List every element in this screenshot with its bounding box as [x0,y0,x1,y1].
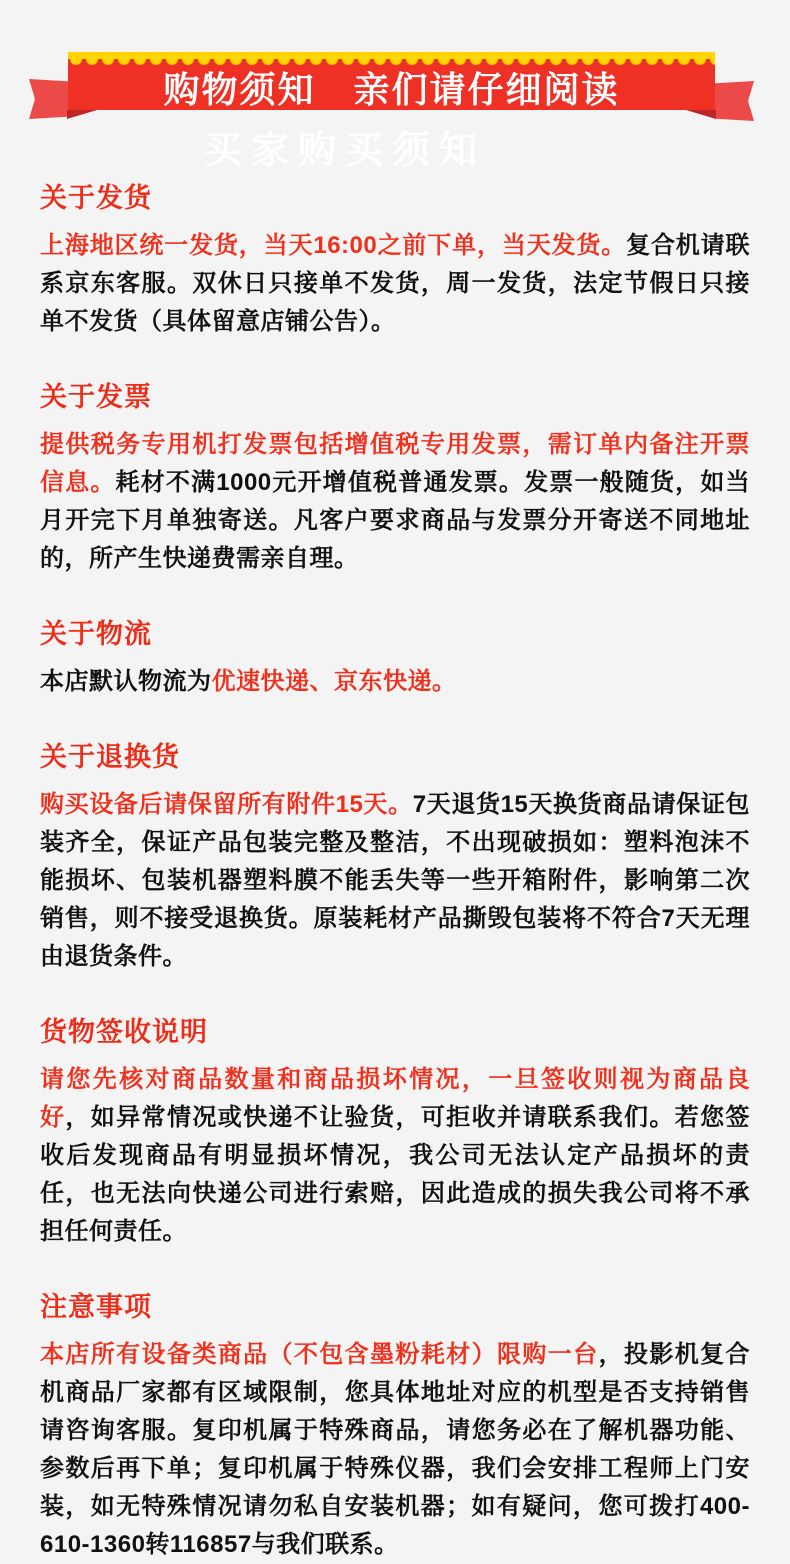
banner-watermark: 买家购买须知 [204,130,487,172]
text-segment: 购买设备后请保留所有附件15天。 [40,791,413,818]
text-segment: 请您先核对商品数量和商品损坏情况，一旦签收则视为商品良好 [40,1066,750,1131]
text-segment: 优速快递、京东快递。 [211,668,457,695]
section-paragraph [40,786,750,976]
section-heading: 关于退换货 [40,742,180,772]
text-segment: 复合机请联系京东客服。双休日只接单不发货，周一发货，法定节假日只接单不发货（具体留意店铺公告）。 [40,232,750,335]
ribbon-tail-left-icon [29,79,69,119]
banner-title: 购物须知 亲们请仔细阅读 [163,69,620,110]
section-paragraph [40,1336,750,1564]
text-segment: 本店默认物流为 [40,668,212,695]
section-heading: 关于物流 [40,619,152,649]
section-paragraph [40,1061,750,1251]
notice-section [40,176,750,341]
section-heading: 货物签收说明 [40,1017,208,1047]
notice-section [40,1285,750,1564]
ribbon-fold-left-icon [67,110,97,119]
text-segment: 7天退货15天换货商品请保证包装齐全，保证产品包装完整及整洁，不出现破损如：塑料泡沫不能损坏、包装机器塑料膜不能丢失等一些开箱附件，影响第二次销售，则不接受退换货。原装耗材产品撕毁包装将不符合7天无理由退货条件。 [40,791,750,970]
ribbon-band [68,52,715,110]
section-paragraph [40,426,750,578]
ribbon-tail-right-icon [714,81,754,121]
notice-banner [0,0,790,170]
text-segment: ，投影机复合机商品厂家都有区域限制，您具体地址对应的机型是否支持销售请咨询客服。复印机属于特殊商品，请您务必在了解机器功能、参数后再下单；复印机属于特殊仪器，我们会安排工程师上门安装，如无特殊情况请勿私自安装机器；如有疑问，您可拨打400-610-1360转116857与我们联系。 [40,1341,751,1558]
section-heading: 关于发票 [40,382,152,412]
section-heading: 注意事项 [40,1292,152,1322]
notice-section [40,1010,750,1251]
section-heading: 关于发货 [40,183,152,213]
text-segment: ，如异常情况或快递不让验货，可拒收并请联系我们。若您签收后发现商品有明显损坏情况，我公司无法认定产品损坏的责任，也无法向快递公司进行索赔，因此造成的损失我公司将不承担任何责任。 [40,1104,750,1245]
section-paragraph [40,227,750,341]
notice-content [0,176,790,1564]
section-paragraph [40,663,750,701]
text-segment: 本店所有设备类商品（不包含墨粉耗材）限购一台 [40,1341,599,1368]
notice-section [40,375,750,578]
ribbon-fold-right-icon [686,110,716,119]
notice-section [40,735,750,976]
notice-section [40,612,750,701]
text-segment: 耗材不满1000元开增值税普通发票。发票一般随货，如当月开完下月单独寄送。凡客户要求商品与发票分开寄送不同地址的，所产生快递费需亲自理。 [40,469,751,572]
text-segment: 提供税务专用机打发票包括增值税专用发票，需订单内备注开票信息。 [40,431,750,496]
text-segment: 上海地区统一发货，当天16:00之前下单，当天发货。 [40,232,627,259]
